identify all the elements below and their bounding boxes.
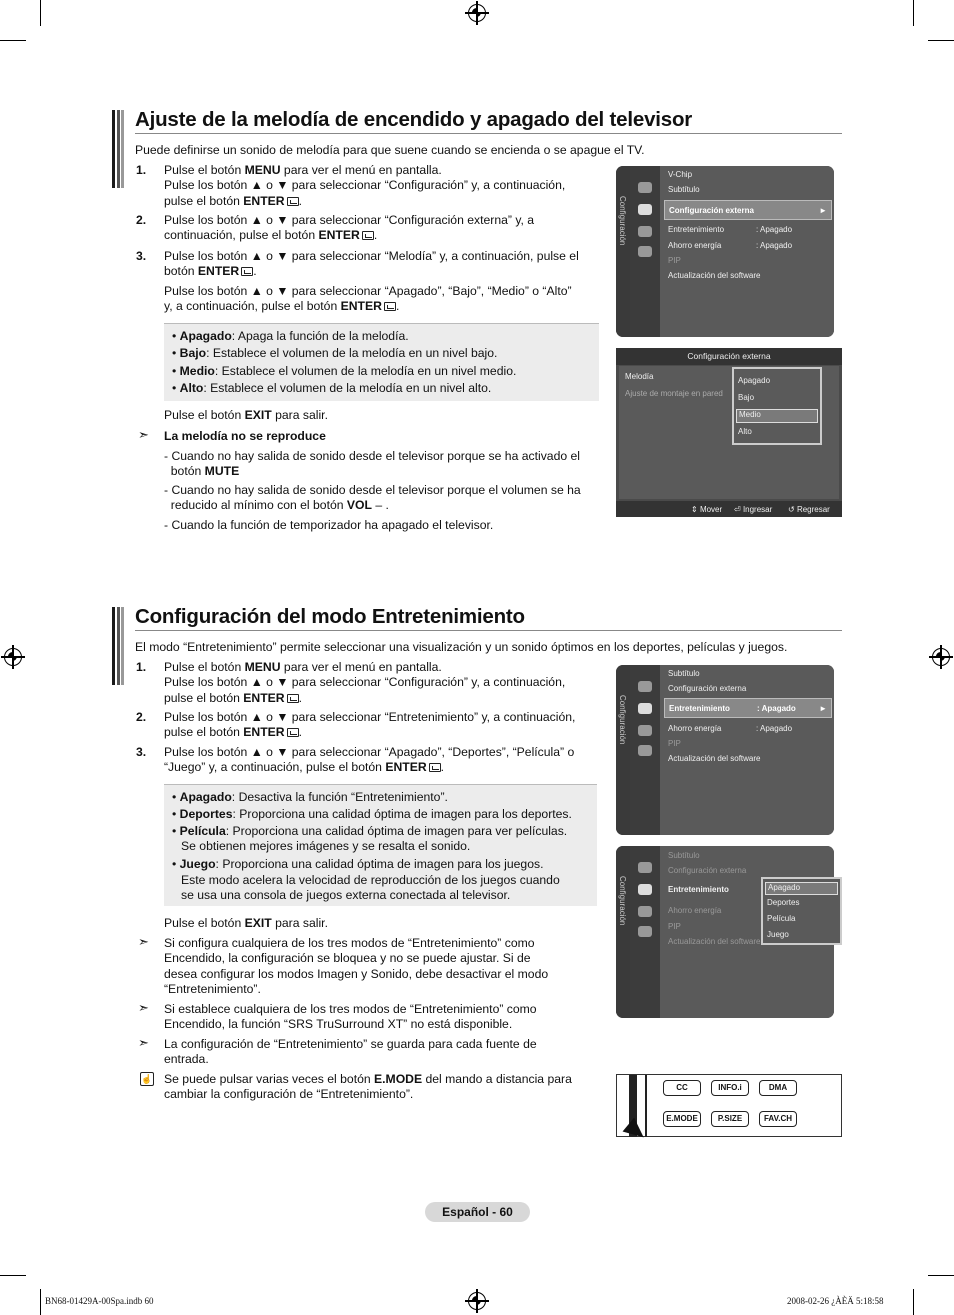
section2-title: Configuración del modo Entretenimiento [135, 605, 525, 628]
note-arrow-icon: ➣ [138, 934, 149, 949]
enter-icon [287, 728, 299, 737]
favch-button: FAV.CH [759, 1111, 797, 1127]
tv-menu-melodia: Configuración externa Melodía Ajuste de montaje en pared Apagado Bajo Medio Alto ⇕ Mover ⏎ Ingresar ↺ Regresar [616, 348, 842, 517]
tv-menu-configuracion: Configuración V-Chip Subtítulo Configuración externa ► Entretenimiento : Apagado Ahorro energía : Apagado PIP Actualización del software [616, 166, 834, 337]
registration-mark-icon [468, 4, 486, 22]
section1-title: Ajuste de la melodía de encendido y apagado del televisor [135, 108, 693, 131]
remote-illustration [616, 1074, 842, 1137]
page-number: Español - 60 [425, 1202, 530, 1222]
registration-mark-icon [4, 648, 22, 666]
note-title: La melodía no se reproduce [164, 429, 326, 443]
enter-icon [384, 302, 396, 311]
options-box: • Apagado: Desactiva la función “Entretenimiento”. • Deportes: Proporciona una calidad óptima de imagen para los deportes. • Película: Proporciona una calidad óptima de imagen para ver películas. Se obtienen mejores imágenes y se resalta el sonido. • Juego: Proporciona una calidad óptima de imagen para los juegos. Este modo acelera la velocidad de reproducción de los juegos cuando se usa una consola de juegos externa conectada al televisor. [164, 784, 597, 906]
note-arrow-icon: ➣ [138, 1035, 149, 1050]
section-bar [112, 607, 124, 685]
section2-intro: El modo “Entretenimiento” permite seleccionar una visualización y un sonido óptimos en los deportes, películas y juegos. [135, 640, 788, 654]
note-arrow-icon: ➣ [138, 1000, 149, 1015]
print-date: 2008-02-26 ¿ÀÈÄ 5:18:58 [787, 1296, 884, 1306]
info-button: INFO.i [711, 1080, 749, 1096]
tv-menu-entretenimiento: Configuración Subtítulo Configuración externa Entretenimiento : Apagado ► Ahorro energía : Apagado PIP Actualización del software [616, 665, 834, 835]
cc-button: CC [663, 1080, 701, 1096]
enter-icon [241, 267, 253, 276]
options-box: • Apagado: Apaga la función de la melodía. • Bajo: Establece el volumen de la melodía en un nivel bajo. • Medio: Establece el volumen de la melodía en un nivel medio. • Alto: Establece el volumen de la melodía en un nivel alto. [164, 323, 599, 401]
section1-intro: Puede definirse un sonido de melodía para que suene cuando se encienda o se apague el TV. [135, 143, 645, 157]
registration-mark-icon [932, 648, 950, 666]
enter-icon [429, 763, 441, 772]
note-arrow-icon: ➣ [138, 427, 149, 442]
psize-button: P.SIZE [711, 1111, 749, 1127]
enter-icon [287, 197, 299, 206]
enter-icon [362, 231, 374, 240]
dma-button: DMA [759, 1080, 797, 1096]
emode-button: E.MODE [663, 1111, 701, 1127]
tip-hand-icon: ☝ [141, 1074, 153, 1084]
file-info: BN68-01429A-00Spa.indb 60 [45, 1296, 154, 1306]
tv-menu-entretenimiento-options: Configuración Subtítulo Configuración externa Entretenimiento Ahorro energía PIP Actualización del software [616, 846, 834, 1018]
enter-icon [287, 694, 299, 703]
registration-mark-icon [468, 1292, 486, 1310]
entretenimiento-popup: Apagado Deportes Película Juego [761, 877, 842, 945]
section-bar [112, 110, 124, 188]
